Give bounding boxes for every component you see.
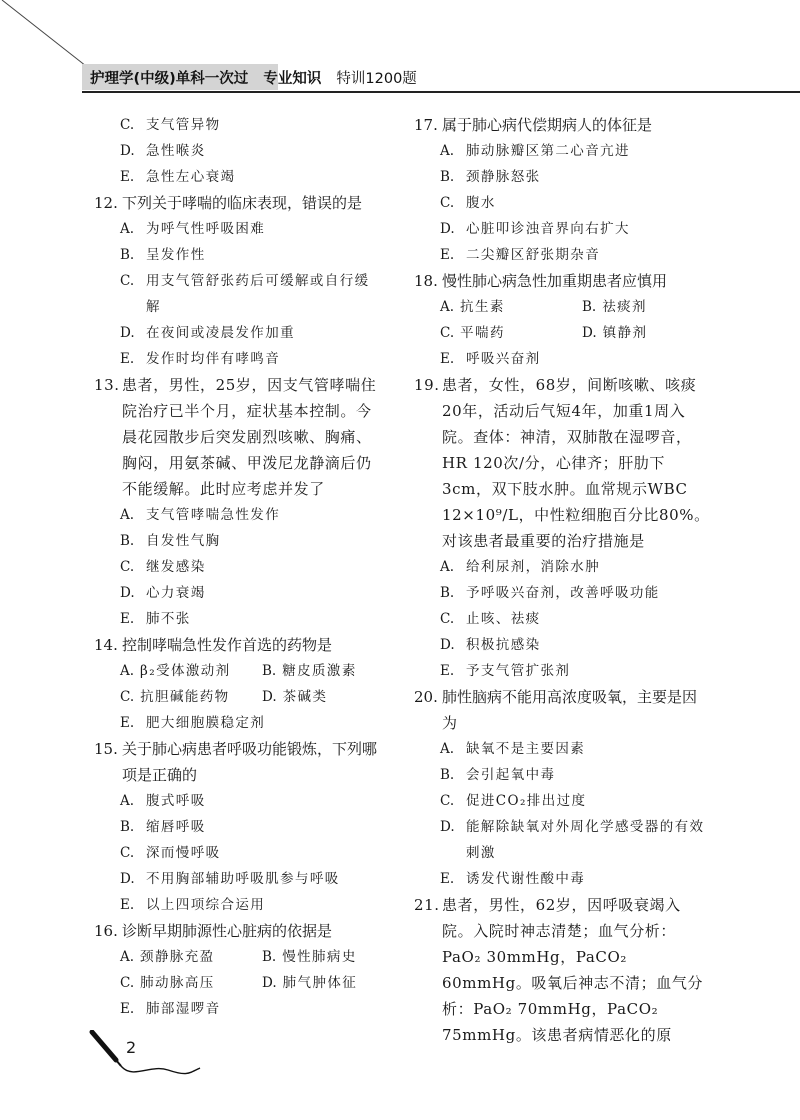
left-column bbox=[94, 112, 384, 1022]
option-text: 能解除缺氧对外周化学感受器的有效刺激 bbox=[466, 819, 705, 861]
question-text: 慢性肺心病急性加重期患者应慎用 bbox=[442, 272, 668, 290]
answer-option bbox=[120, 970, 215, 996]
option-letter: E. bbox=[120, 1001, 135, 1017]
option-letter: E. bbox=[120, 897, 135, 913]
answer-option bbox=[262, 970, 357, 996]
question-stem bbox=[414, 684, 710, 736]
option-letter: E. bbox=[120, 611, 135, 627]
answer-option bbox=[414, 632, 710, 658]
answer-option bbox=[94, 268, 384, 320]
answer-option-row bbox=[414, 320, 710, 346]
option-letter: A. bbox=[120, 793, 135, 809]
option-letter: D. bbox=[262, 975, 277, 991]
answer-option bbox=[440, 320, 505, 346]
option-text: 继发感染 bbox=[146, 559, 206, 575]
answer-option bbox=[414, 164, 710, 190]
option-text: 给利尿剂，消除水肿 bbox=[466, 559, 601, 575]
option-letter: C. bbox=[440, 195, 455, 211]
option-letter: C. bbox=[120, 117, 135, 133]
answer-option bbox=[94, 164, 384, 190]
right-column bbox=[414, 112, 710, 1048]
answer-option-row bbox=[94, 658, 384, 684]
option-text: 肺不张 bbox=[146, 611, 191, 627]
option-letter: C. bbox=[120, 273, 135, 289]
answer-option bbox=[414, 814, 710, 866]
option-letter: E. bbox=[440, 351, 455, 367]
answer-option bbox=[94, 996, 384, 1022]
option-text: 深而慢呼吸 bbox=[146, 845, 221, 861]
option-text: 急性左心衰竭 bbox=[146, 169, 236, 185]
question-text: 诊断早期肺源性心脏病的依据是 bbox=[122, 922, 333, 940]
question-text: 下列关于哮喘的临床表现，错误的是 bbox=[122, 194, 363, 212]
answer-option bbox=[120, 944, 215, 970]
option-letter: A. bbox=[440, 559, 455, 575]
question-number: 15. bbox=[94, 740, 118, 758]
option-text: 支气管哮喘急性发作 bbox=[146, 507, 281, 523]
option-text: 促进CO₂排出过度 bbox=[466, 793, 587, 809]
option-text: 急性喉炎 bbox=[146, 143, 206, 159]
answer-option bbox=[440, 294, 505, 320]
answer-option bbox=[94, 580, 384, 606]
option-letter: B. bbox=[440, 585, 455, 601]
pen-icon bbox=[88, 1030, 208, 1090]
option-letter: A. bbox=[440, 741, 455, 757]
option-text: β₂受体激动剂 bbox=[140, 663, 231, 679]
option-text: 以上四项综合运用 bbox=[146, 897, 266, 913]
option-text: 镇静剂 bbox=[602, 325, 648, 341]
option-letter: A. bbox=[120, 221, 135, 237]
option-text: 慢性肺病史 bbox=[282, 949, 357, 965]
option-letter: E. bbox=[440, 247, 455, 263]
answer-option bbox=[262, 944, 357, 970]
option-text: 糖皮质激素 bbox=[282, 663, 357, 679]
question-stem bbox=[414, 112, 710, 138]
answer-option bbox=[262, 684, 327, 710]
answer-option bbox=[414, 606, 710, 632]
answer-option-row bbox=[94, 970, 384, 996]
option-text: 茶碱类 bbox=[282, 689, 328, 705]
answer-option bbox=[414, 736, 710, 762]
book-subtitle: 特训1200题 bbox=[336, 71, 417, 87]
answer-option bbox=[120, 684, 230, 710]
option-text: 心脏叩诊浊音界向右扩大 bbox=[466, 221, 630, 237]
answer-option bbox=[94, 138, 384, 164]
question-stem bbox=[94, 190, 384, 216]
answer-option bbox=[414, 554, 710, 580]
option-letter: D. bbox=[440, 221, 455, 237]
answer-option bbox=[94, 242, 384, 268]
option-text: 予呼吸兴奋剂，改善呼吸功能 bbox=[466, 585, 660, 601]
option-text: 腹式呼吸 bbox=[146, 793, 206, 809]
question-text: 控制哮喘急性发作首选的药物是 bbox=[122, 636, 333, 654]
question-text: 关于肺心病患者呼吸功能锻炼，下列哪项是正确的 bbox=[122, 740, 378, 784]
option-letter: B. bbox=[120, 819, 135, 835]
question-text: 患者，男性，62岁，因呼吸衰竭入院。入院时神志清楚；血气分析：PaO₂ 30mmHg，PaCO₂ 60mmHg。吸氧后神志不清；血气分析：PaO₂ 70mmHg，PaCO₂ 75mmHg。该患者病情恶化的原 bbox=[442, 896, 704, 1044]
option-text: 会引起氧中毒 bbox=[466, 767, 556, 783]
question-stem bbox=[94, 736, 384, 788]
option-text: 呼吸兴奋剂 bbox=[466, 351, 541, 367]
option-text: 肺动脉瓣区第二心音亢进 bbox=[466, 143, 630, 159]
option-text: 肺部湿啰音 bbox=[146, 1001, 221, 1017]
option-letter: A. bbox=[120, 663, 135, 679]
option-letter: D. bbox=[582, 325, 597, 341]
answer-option bbox=[414, 580, 710, 606]
option-letter: C. bbox=[440, 611, 455, 627]
option-text: 止咳、祛痰 bbox=[466, 611, 541, 627]
answer-option bbox=[414, 190, 710, 216]
option-letter: B. bbox=[262, 663, 277, 679]
option-letter: C. bbox=[440, 793, 455, 809]
option-text: 颈静脉充盈 bbox=[140, 949, 215, 965]
page-number: 2 bbox=[126, 1038, 137, 1057]
answer-option bbox=[94, 528, 384, 554]
answer-option bbox=[94, 346, 384, 372]
option-text: 缺氧不是主要因素 bbox=[466, 741, 586, 757]
answer-option bbox=[262, 658, 357, 684]
corner-decoration-line bbox=[0, 0, 90, 70]
question-text: 肺性脑病不能用高浓度吸氧，主要是因为 bbox=[442, 688, 698, 732]
option-text: 自发性气胸 bbox=[146, 533, 221, 549]
option-letter: E. bbox=[120, 715, 135, 731]
question-number: 19. bbox=[414, 376, 440, 394]
option-letter: D. bbox=[120, 143, 135, 159]
option-letter: E. bbox=[120, 169, 135, 185]
option-letter: C. bbox=[120, 975, 135, 991]
question-number: 12. bbox=[94, 194, 118, 212]
answer-option-row bbox=[414, 294, 710, 320]
option-letter: B. bbox=[440, 169, 455, 185]
question-stem bbox=[94, 632, 384, 658]
answer-option bbox=[94, 788, 384, 814]
answer-option-row bbox=[94, 684, 384, 710]
option-text: 用支气管舒张药后可缓解或自行缓解 bbox=[146, 273, 370, 315]
question-stem bbox=[94, 372, 384, 502]
answer-option bbox=[94, 892, 384, 918]
option-text: 心力衰竭 bbox=[146, 585, 206, 601]
option-letter: E. bbox=[440, 663, 455, 679]
option-letter: C. bbox=[440, 325, 455, 341]
answer-option bbox=[94, 554, 384, 580]
answer-option bbox=[94, 710, 384, 736]
answer-option bbox=[94, 112, 384, 138]
option-text: 抗胆碱能药物 bbox=[140, 689, 230, 705]
option-letter: E. bbox=[440, 871, 455, 887]
option-letter: D. bbox=[120, 585, 135, 601]
answer-option bbox=[414, 866, 710, 892]
answer-option bbox=[414, 658, 710, 684]
option-text: 二尖瓣区舒张期杂音 bbox=[466, 247, 601, 263]
header-text bbox=[90, 67, 427, 88]
answer-option bbox=[414, 242, 710, 268]
option-text: 肺气肿体征 bbox=[282, 975, 358, 991]
option-letter: C. bbox=[120, 689, 135, 705]
option-letter: B. bbox=[440, 767, 455, 783]
option-text: 祛痰剂 bbox=[602, 299, 647, 315]
question-stem bbox=[414, 372, 710, 554]
option-letter: D. bbox=[440, 819, 455, 835]
question-number: 17. bbox=[414, 116, 438, 134]
answer-option bbox=[94, 216, 384, 242]
option-text: 不用胸部辅助呼吸肌参与呼吸 bbox=[146, 871, 340, 887]
question-number: 20. bbox=[414, 688, 438, 706]
question-stem bbox=[94, 918, 384, 944]
question-number: 16. bbox=[94, 922, 118, 940]
option-text: 腹水 bbox=[466, 195, 496, 211]
option-letter: C. bbox=[120, 559, 135, 575]
question-stem bbox=[414, 892, 710, 1048]
question-stem bbox=[414, 268, 710, 294]
question-number: 14. bbox=[94, 636, 118, 654]
answer-option-row bbox=[94, 944, 384, 970]
running-header bbox=[82, 64, 800, 90]
option-letter: D. bbox=[120, 325, 135, 341]
option-letter: A. bbox=[120, 949, 135, 965]
header-rule bbox=[82, 91, 800, 93]
answer-option bbox=[414, 138, 710, 164]
option-text: 为呼气性呼吸困难 bbox=[146, 221, 266, 237]
question-text: 属于肺心病代偿期病人的体征是 bbox=[442, 116, 653, 134]
answer-option bbox=[94, 840, 384, 866]
book-title: 护理学(中级)单科一次过 bbox=[90, 71, 249, 87]
option-letter: A. bbox=[440, 143, 455, 159]
option-text: 肥大细胞膜稳定剂 bbox=[146, 715, 266, 731]
option-letter: B. bbox=[262, 949, 277, 965]
option-letter: A. bbox=[440, 299, 455, 315]
option-letter: A. bbox=[120, 507, 135, 523]
option-text: 肺动脉高压 bbox=[140, 975, 215, 991]
option-letter: B. bbox=[120, 247, 135, 263]
answer-option bbox=[414, 216, 710, 242]
section-name: 专业知识 bbox=[263, 71, 322, 87]
question-text: 患者，女性，68岁，间断咳嗽、咳痰20年，活动后气短4年，加重1周入院。查体：神清，双肺散在湿啰音，HR 120次/分，心律齐；肝肋下3cm，双下肢水肿。血常规示WBC 12×10⁹/L，中性粒细胞百分比80%。对该患者最重要的治疗措施是 bbox=[442, 376, 710, 550]
option-letter: D. bbox=[120, 871, 135, 887]
option-text: 在夜间或凌晨发作加重 bbox=[146, 325, 295, 341]
option-text: 积极抗感染 bbox=[466, 637, 541, 653]
page-footer bbox=[88, 1030, 208, 1090]
answer-option bbox=[414, 788, 710, 814]
option-text: 平喘药 bbox=[460, 325, 505, 341]
option-letter: B. bbox=[582, 299, 597, 315]
answer-option bbox=[582, 320, 647, 346]
question-number: 18. bbox=[414, 272, 438, 290]
option-letter: D. bbox=[440, 637, 455, 653]
option-text: 呈发作性 bbox=[146, 247, 206, 263]
option-text: 缩唇呼吸 bbox=[146, 819, 206, 835]
question-number: 13. bbox=[94, 376, 120, 394]
option-text: 支气管异物 bbox=[146, 117, 221, 133]
option-letter: D. bbox=[262, 689, 277, 705]
answer-option bbox=[582, 294, 647, 320]
option-text: 诱发代谢性酸中毒 bbox=[466, 871, 586, 887]
option-text: 予支气管扩张剂 bbox=[466, 663, 571, 679]
option-text: 颈静脉怒张 bbox=[466, 169, 541, 185]
option-letter: B. bbox=[120, 533, 135, 549]
answer-option bbox=[120, 658, 231, 684]
answer-option bbox=[94, 814, 384, 840]
answer-option bbox=[94, 866, 384, 892]
question-text: 患者，男性，25岁，因支气管哮喘住院治疗已半个月，症状基本控制。今晨花园散步后突发剧烈咳嗽、胸痛、胸闷，用氨茶碱、甲泼尼龙静滴后仍不能缓解。此时应考虑并发了 bbox=[122, 376, 377, 498]
option-letter: E. bbox=[120, 351, 135, 367]
option-text: 抗生素 bbox=[460, 299, 505, 315]
question-number: 21. bbox=[414, 896, 440, 914]
option-letter: C. bbox=[120, 845, 135, 861]
answer-option bbox=[414, 346, 710, 372]
answer-option bbox=[94, 320, 384, 346]
option-text: 发作时均伴有哮鸣音 bbox=[146, 351, 281, 367]
answer-option bbox=[94, 502, 384, 528]
answer-option bbox=[94, 606, 384, 632]
answer-option bbox=[414, 762, 710, 788]
